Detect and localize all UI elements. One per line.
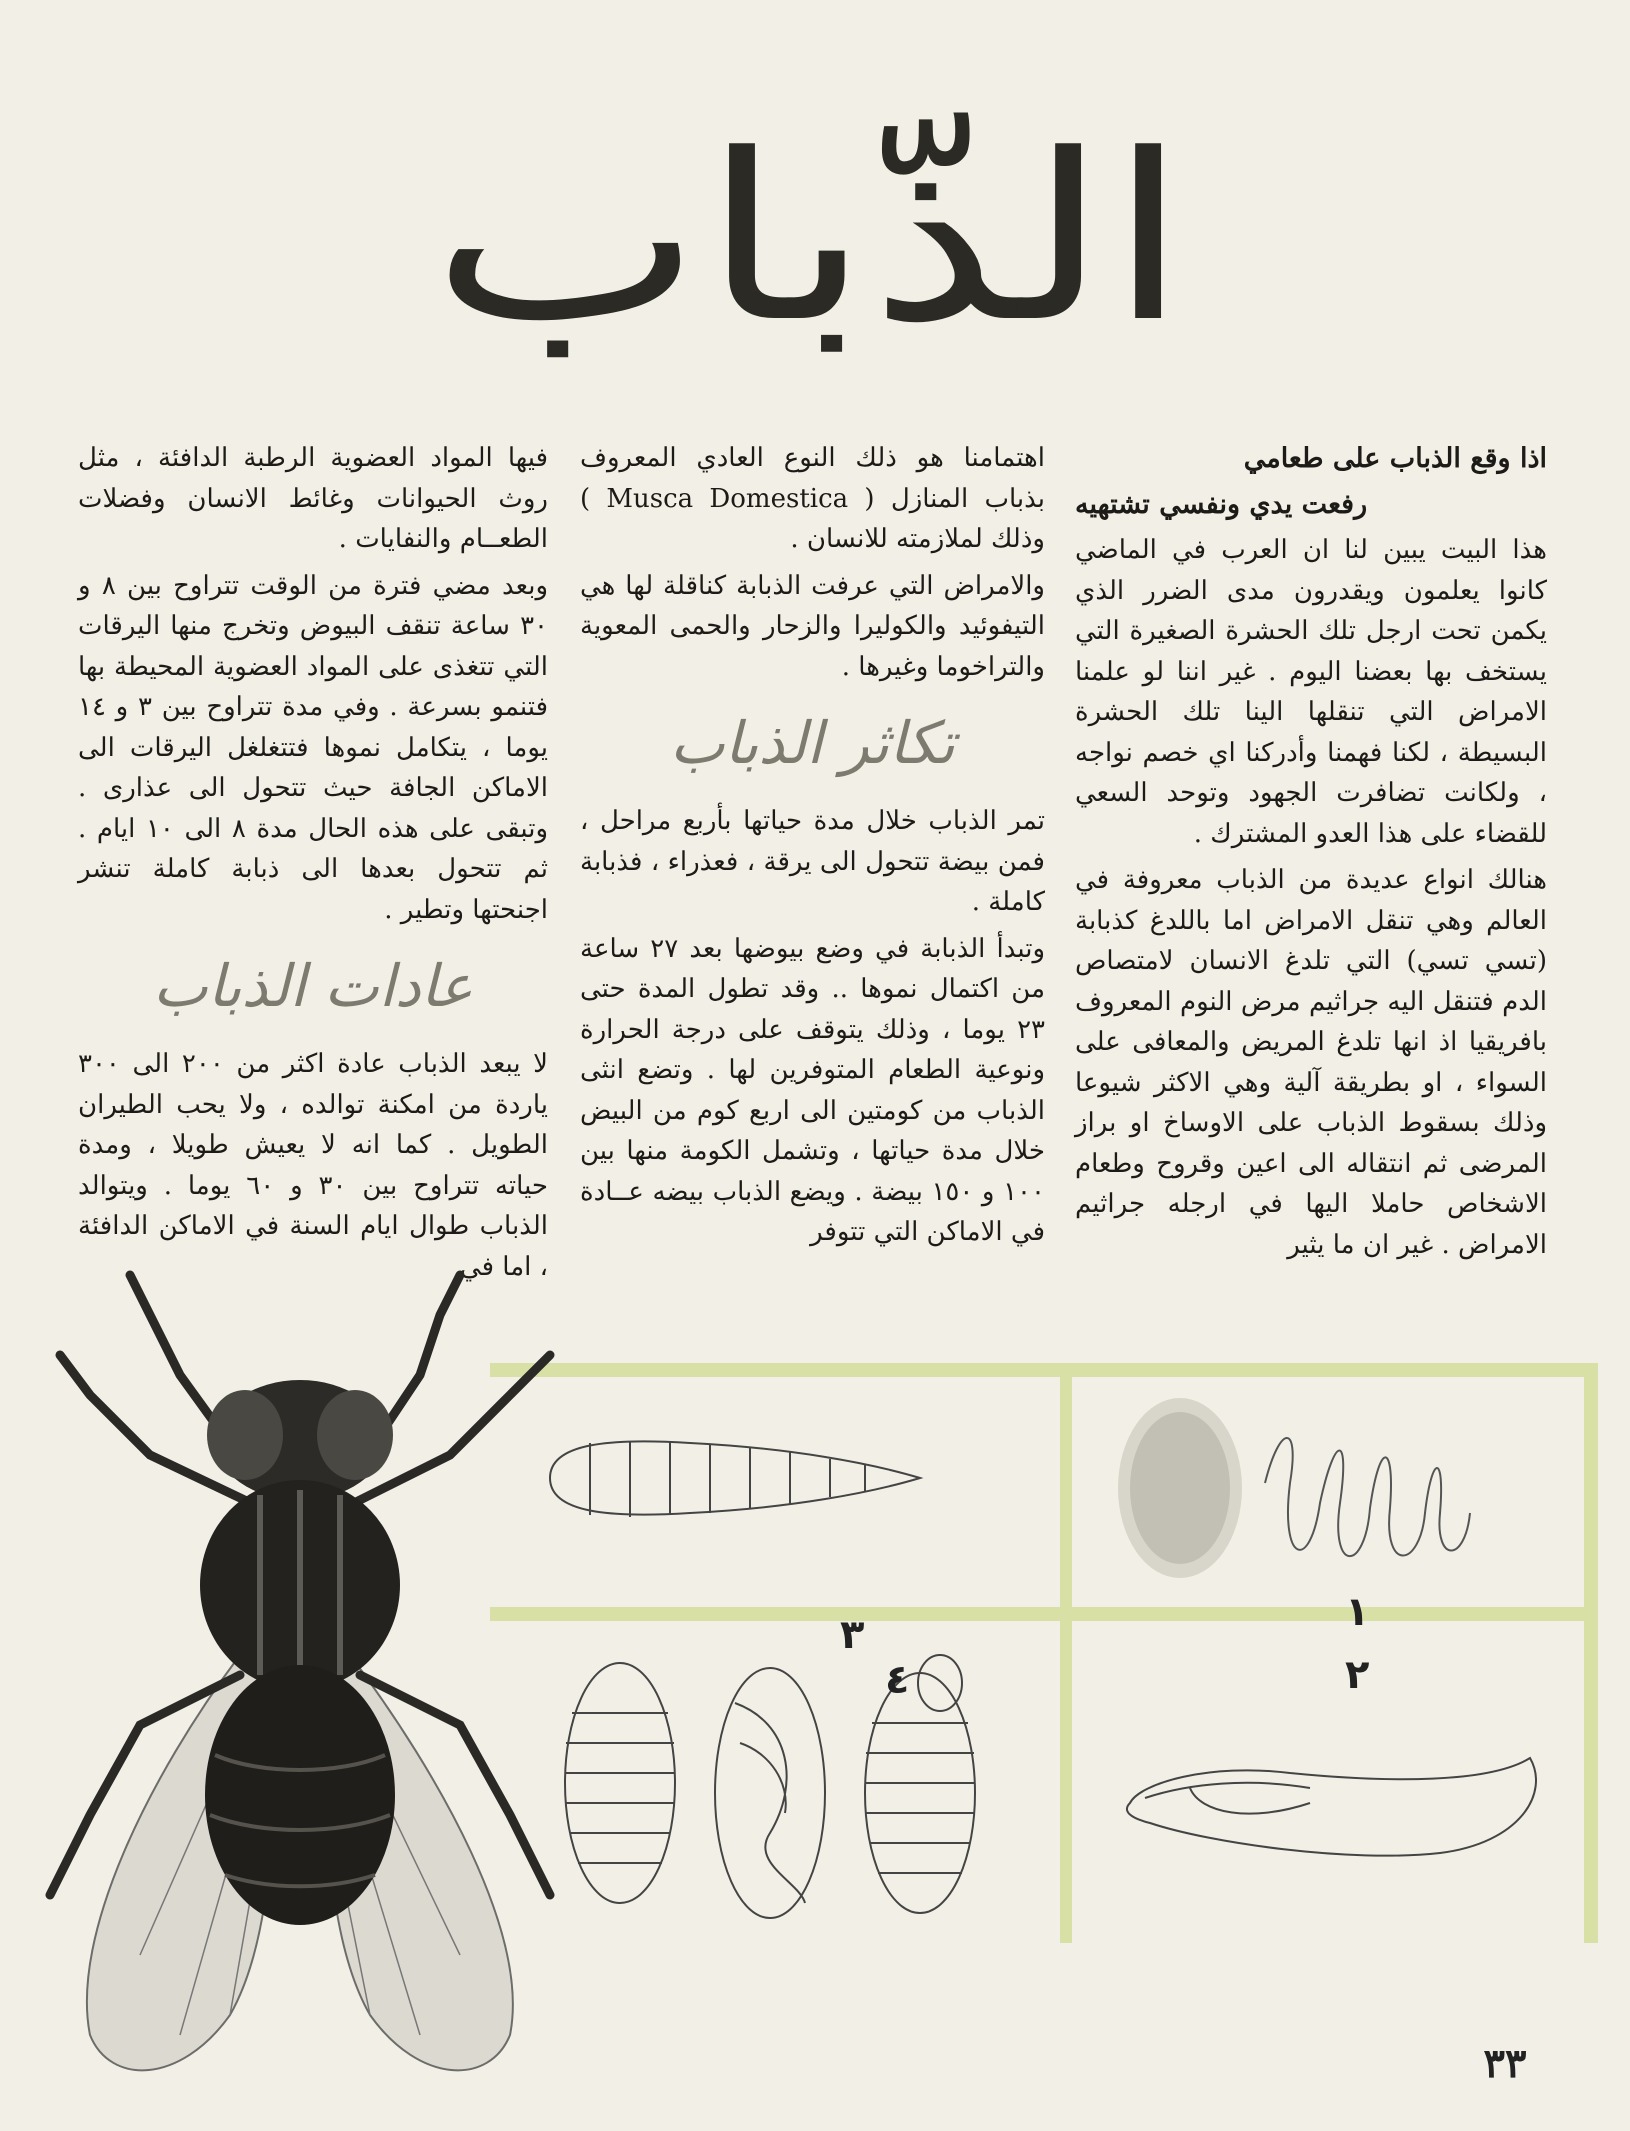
paragraph: والامراض التي عرفت الذبابة كناقلة لها هي التيفوئيد والكوليرا والزحار والحمى المعوية والتراخوما وغيرها .	[580, 570, 1045, 682]
paragraph: هنالك انواع عديدة من الذباب معروفة في العالم وهي تنقل الامراض اما باللدغ كذبابة (تسي تسي) التي تلدغ الانسان لامتصاص الدم فتنقل اليه جراثيم مرض النوم المعروف بافريقيا اذ انها تلدغ المريض والمعافى على السواء ، او بطريقة آلية وهي الاكثر شيوعا وذلك بسقوط الذباب على الاوساخ او براز المرضى ثم انتقاله الى اعين وقروح وطعام الاشخاص حاملا اليها في ارجله جراثيم الامراض . غير ان ما يثير	[1075, 865, 1547, 1260]
pupae-illustration	[565, 1655, 975, 1918]
maggot-illustration	[1127, 1758, 1536, 1856]
section-heading-habits: عادات الذباب	[153, 952, 473, 1020]
paragraph: تمر الذباب خلال مدة حياتها بأربع مراحل ، فمن بيضة تتحول الى يرقة ، فعذراء ، فذبابة كاملة .	[580, 806, 1045, 917]
paragraph: وتبدأ الذبابة في وضع بيوضها بعد ٢٧ ساعة من اكتمال نموها .. وقد تطول المدة حتى ٢٣ يوما ، وذلك يتوقف على درجة الحرارة ونوعية الطعام المتوفرين لها . وتضع انثى الذباب من كومتين الى اربع كوم من البيض خلال مدة حياتها ، وتشمل الكومة منها بين ١٠٠ و ١٥٠ بيضة . ويضع الذباب بيضه عــادة في الاماكن التي تتوفر	[580, 933, 1045, 1247]
house-fly-illustration	[30, 1255, 590, 2105]
paragraph: لا يبعد الذباب عادة اكثر من ٢٠٠ الى ٣٠٠ ياردة من امكنة توالده ، ولا يحب الطيران الطويل . كما انه لا يعيش طويلا ، ومدة حياته تتراوح بين ٣٠ و ٦٠ يوما . ويتوالد الذباب طوال ايام السنة في الاماكن الدافئة ، اما في	[78, 1049, 548, 1282]
stage-label-1: ١	[1345, 1589, 1370, 1635]
figure-frame	[490, 1363, 1598, 1943]
paragraph: هذا البيت يبين لنا ان العرب في الماضي كانوا يعلمون ويقدرون مدى الضرر الذي يكمن تحت ارجل تلك الحشرة الصغيرة التي يستخف بها بعضنا اليوم . غير اننا لو علمنا الامراض التي تنقلها الينا تلك الحشرة البسيطة ، لكنا فهمنا وأدركنا اي خصم نواجه ، ولكانت تضافرت الجهود وتوحد السعي للقضاء على هذا العدو المشترك .	[1075, 535, 1547, 849]
column-right	[1075, 438, 1547, 1258]
stage-label-3: ٣	[840, 1612, 865, 1658]
stage-label-4: ٤	[885, 1657, 910, 1703]
stage-label-2: ٢	[1345, 1652, 1370, 1698]
verse-line-2: رفعت يدي ونفسي تشتهيه	[1075, 489, 1368, 520]
larva-illustration	[550, 1441, 920, 1517]
section-heading-reproduction: تكاثر الذباب	[669, 709, 956, 777]
column-middle	[580, 438, 1045, 1258]
paragraph: وبعد مضي فترة من الوقت تتراوح بين ٨ و ٣٠ ساعة تنقف البيوض وتخرج منها اليرقات التي تتغذى على المواد العضوية المحيطة بها فتنمو بسرعة . وفي مدة تتراوح بين ٣ و ١٤ يوما ، يتكامل نموها فتتغلغل اليرقات الى الاماكن الجافة حيث تتحول الى عذارى . وتبقى على هذه الحال مدة ٨ الى ١٠ ايام . ثم تتحول بعدها الى ذبابة كاملة تنشر اجنحتها وتطير .	[78, 570, 548, 925]
paragraph: اهتمامنا هو ذلك النوع العادي المعروف بذباب المنازل ( Musca Domestica ) وذلك لملازمته للانسان .	[580, 443, 1045, 554]
title-text: الذّباب	[431, 106, 1189, 373]
paragraph: فيها المواد العضوية الرطبة الدافئة ، مثل روث الحيوانات وغائط الانسان وفضلات الطعــام والنفايات .	[78, 443, 548, 554]
page-number: ٣٣	[1483, 2040, 1527, 2087]
verse-line-1: اذا وقع الذباب على طعامي	[1243, 443, 1547, 474]
eggs-illustration	[1118, 1398, 1470, 1578]
page-title	[370, 95, 1250, 385]
column-left	[78, 438, 548, 1282]
life-cycle-figure	[490, 1363, 1598, 1943]
